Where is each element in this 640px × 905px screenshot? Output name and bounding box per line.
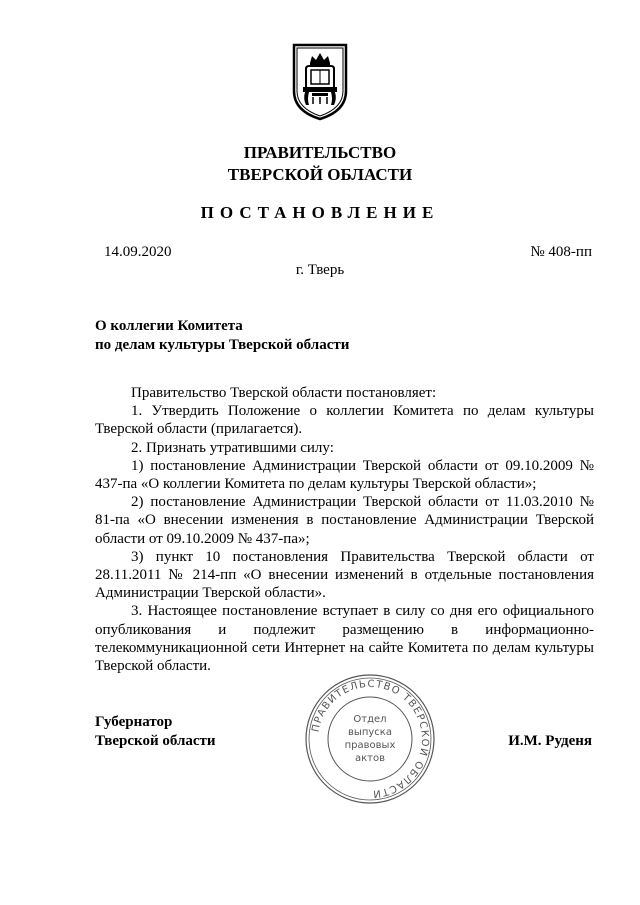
stamp-ring-text: ПРАВИТЕЛЬСТВО ТВЕРСКОЙ ОБЛАСТИ <box>310 678 431 800</box>
subject-line1: О коллегии Комитета <box>95 318 243 334</box>
stamp-line3: правовых <box>344 740 396 751</box>
body-item-2-1: 1) постановление Администрации Тверской области от 09.10.2009 № 437-па «О коллегии Комитета по делам культуры Тверской области»; <box>95 457 594 493</box>
body-item-2-3: 3) пункт 10 постановления Правительства Тверской области от 28.11.2011 № 214-пп «О внесении изменений в отдельные постановления Администрации Тверской области». <box>95 548 594 602</box>
body-item-2-2: 2) постановление Администрации Тверской области от 11.03.2010 № 81-па «О внесении изменения в постановление Администрации Тверской области от 09.10.2009 № 437-па»; <box>95 494 594 547</box>
document-type-title: ПОСТАНОВЛЕНИЕ <box>200 203 440 222</box>
stamp-line1: Отдел <box>353 714 387 725</box>
document-date: 14.09.2020 <box>104 244 172 260</box>
signatory-name: И.М. Руденя <box>508 733 592 749</box>
document-number: № 408-пп <box>530 244 592 260</box>
body-item-3: 3. Настоящее постановление вступает в силу со дня его официального опубликования и подлежит размещению в информационно-телекоммуникационной сети Интернет на сайте Комитета по делам культуры Тверской области. <box>95 603 594 675</box>
body-item-2: 2. Признать утратившими силу: <box>131 439 334 456</box>
body-item-1: 1. Утвердить Положение о коллегии Комитета по делам культуры Тверской области (прилагается). <box>95 403 594 438</box>
signatory-position <box>95 713 216 751</box>
signatory-position-line2: Тверской области <box>95 733 216 749</box>
document-subject <box>95 317 349 355</box>
organization-name-line2: ТВЕРСКОЙ ОБЛАСТИ <box>227 165 413 184</box>
document-body <box>95 384 594 675</box>
organization-name-line1: ПРАВИТЕЛЬСТВО <box>243 143 397 162</box>
official-stamp <box>304 673 436 805</box>
subject-line2: по делам культуры Тверской области <box>95 337 350 353</box>
stamp-line4: актов <box>354 753 386 764</box>
body-intro: Правительство Тверской области постановляет: <box>131 385 437 401</box>
coat-of-arms-emblem <box>291 41 349 121</box>
stamp-line2: выпуска <box>348 727 392 738</box>
signatory-position-line1: Губернатор <box>95 714 173 730</box>
document-city: г. Тверь <box>295 262 345 278</box>
